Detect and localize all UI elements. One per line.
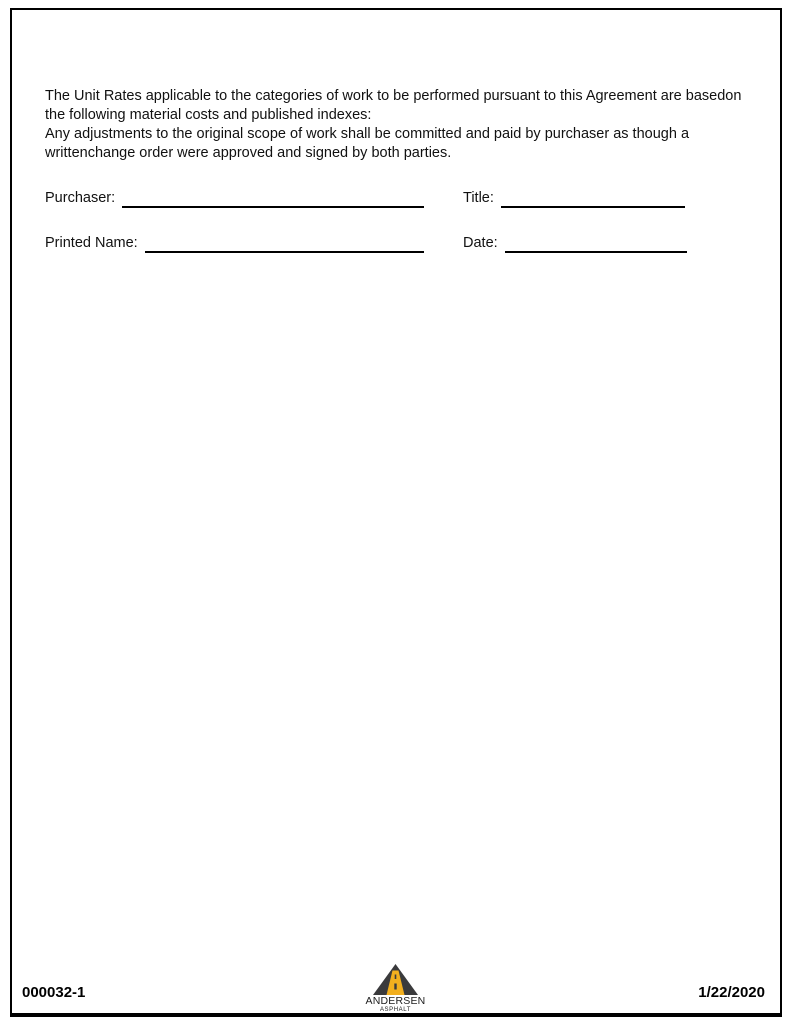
- title-blank-line: [501, 192, 685, 208]
- purchaser-signature-line: [122, 192, 424, 208]
- date-field: [463, 235, 687, 253]
- date-label: Date:: [463, 235, 498, 251]
- title-field: [463, 190, 685, 208]
- title-label: Title:: [463, 190, 494, 206]
- printed-name-field: [45, 235, 424, 253]
- footer-document-number: 000032-1: [22, 984, 86, 1001]
- printed-name-label: Printed Name:: [45, 235, 138, 251]
- paragraph-unit-rates: The Unit Rates applicable to the categories of work to be performed pursuant to this Agreement are basedon the following material costs and published indexes:: [45, 88, 742, 123]
- date-blank-line: [505, 237, 687, 253]
- printed-name-blank-line: [145, 237, 424, 253]
- logo-name-text: ANDERSEN: [365, 994, 426, 1007]
- logo-subtitle-text: ASPHALT: [379, 1007, 412, 1013]
- andersen-asphalt-logo: [356, 964, 436, 1014]
- footer-date: 1/22/2020: [698, 984, 765, 1001]
- agreement-paragraphs: [45, 87, 751, 163]
- purchaser-field: [45, 190, 424, 208]
- road-triangle-icon: [356, 964, 436, 995]
- paragraph-adjustments: Any adjustments to the original scope of work shall be committed and paid by purchaser as though a writtenchange order were approved and signed by both parties.: [45, 126, 690, 161]
- purchaser-label: Purchaser:: [45, 190, 116, 206]
